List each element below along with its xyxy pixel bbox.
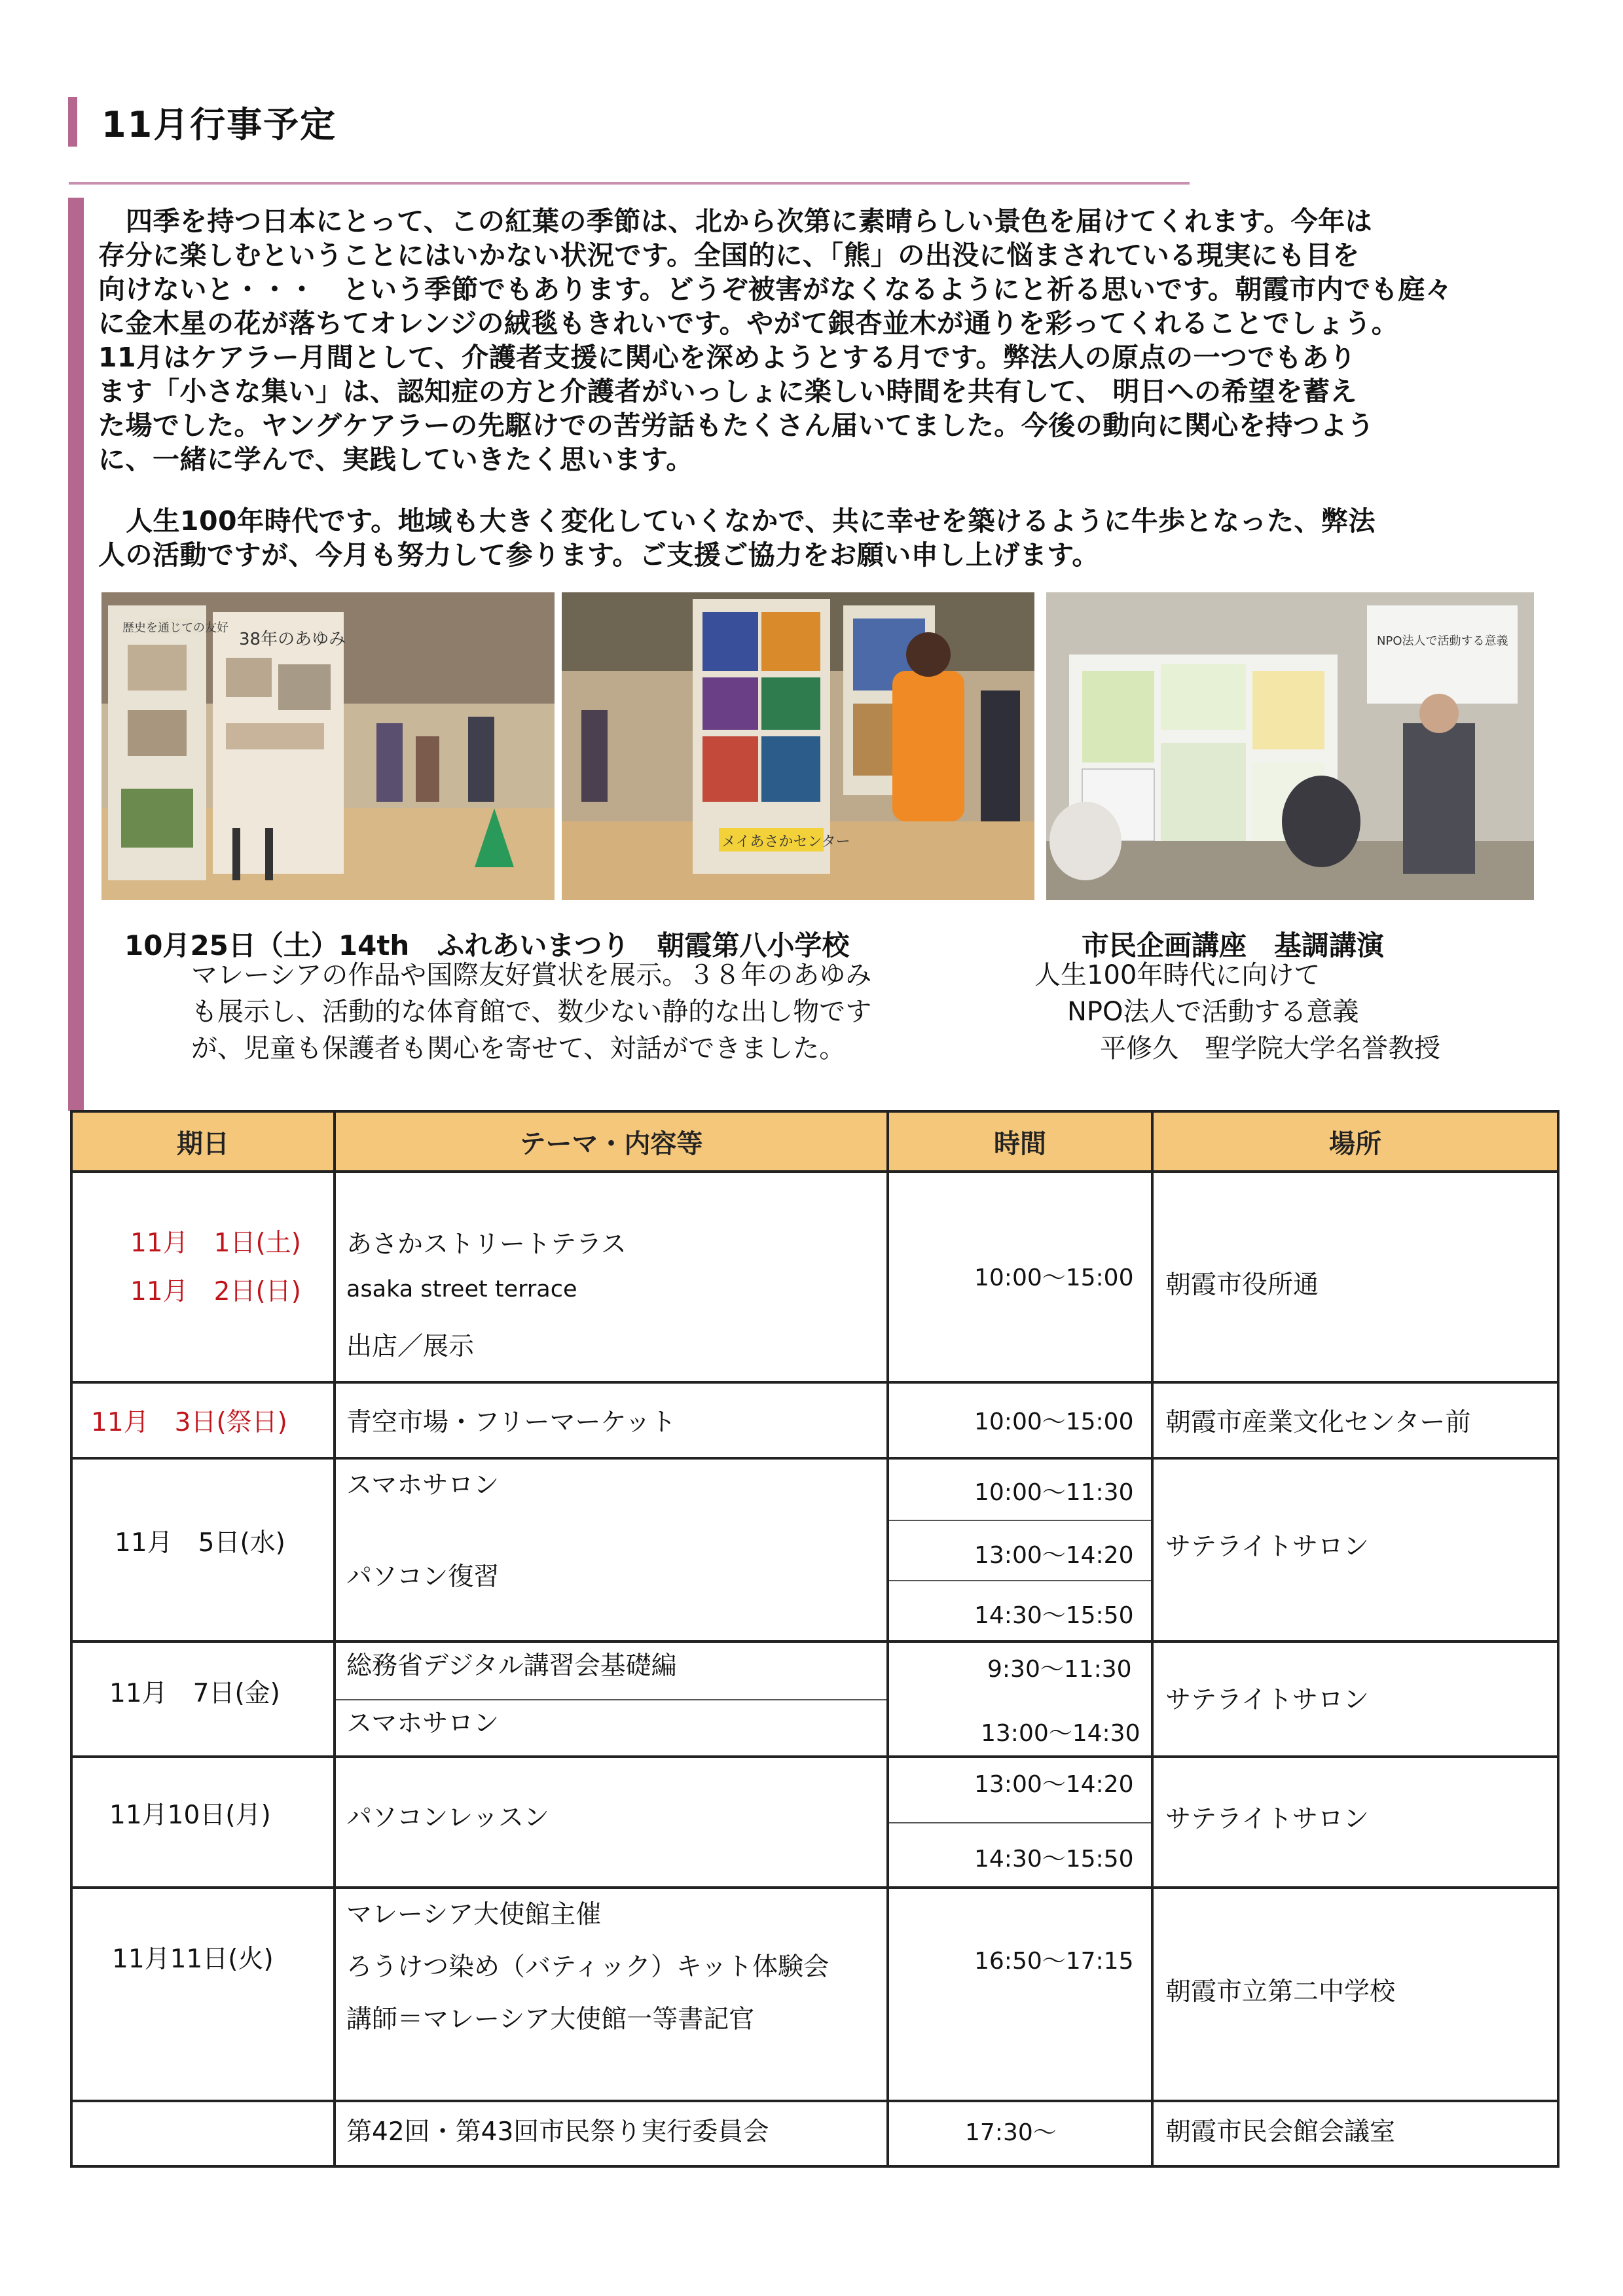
event-theme: asaka street terrace — [346, 1276, 577, 1302]
place-cell — [1152, 2101, 1558, 2166]
event-theme: 出店／展示 — [346, 1332, 475, 1361]
event-place: サテライトサロン — [1165, 1804, 1369, 1834]
event-time: 14:30～15:50 — [974, 1602, 1134, 1629]
intro-paragraph-2 — [98, 504, 1376, 572]
left-accent-bar — [68, 198, 84, 1111]
intro-line: 11月はケアラー月間として、介護者支援に関心を深めようとする月です。弊法人の原点の一つでもあり — [98, 342, 1357, 373]
intro-line: 人生100年時代です。地域も大きく変化していくなかで、共に幸せを築けるように牛歩となった、弊法 — [126, 505, 1376, 537]
theme-cell — [335, 2101, 888, 2166]
event-date: 11月11日(火) — [112, 1945, 274, 1974]
date-cell — [71, 1458, 335, 1641]
photo-lecture — [1046, 592, 1534, 900]
caption-line: 平修久 聖学院大学名誉教授 — [1100, 1033, 1440, 1064]
place-cell — [1152, 1888, 1558, 2101]
event-date: 11月 1日(土) — [130, 1229, 301, 1258]
place-cell — [1152, 1172, 1558, 1382]
time-cell — [888, 1382, 1152, 1458]
schedule-table — [70, 1110, 1559, 2168]
event-theme: スマホサロン — [346, 1709, 500, 1738]
intro-line: 存分に楽しむということにはいかない状況です。全国的に、「熊」の出没に悩まされている現実にも目を — [98, 240, 1360, 271]
theme-cell — [335, 1458, 888, 1641]
intro-line: 向けないと・・・ という季節でもあります。どうぞ被害がなくなるようにと祈る思いです。朝霞市内でも庭々 — [98, 274, 1453, 305]
table-row — [71, 1382, 1558, 1458]
date-cell — [71, 1641, 335, 1757]
event-theme: スマホサロン — [346, 1471, 500, 1500]
date-cell — [71, 1757, 335, 1888]
event-theme: マレーシア大使館主催 — [346, 1900, 602, 1929]
event-time: 10:00～15:00 — [974, 1265, 1134, 1291]
date-cell — [71, 1382, 335, 1458]
date-cell — [71, 2101, 335, 2166]
table-row — [71, 1757, 1558, 1888]
event-date: 11月 3日(祭日) — [91, 1408, 287, 1437]
table-row — [71, 1641, 1558, 1757]
caption-line: が、児童も保護者も関心を寄せて、対話ができました。 — [191, 1033, 846, 1064]
photo-slide-text: NPO法人で活動する意義 — [1377, 634, 1508, 648]
event-date: 11月10日(月) — [109, 1801, 271, 1830]
theme-cell — [335, 1382, 888, 1458]
header-date: 期日 — [71, 1111, 335, 1172]
theme-cell — [335, 1641, 888, 1757]
event-date: 11月 7日(金) — [109, 1679, 280, 1708]
event-time: 16:50～17:15 — [974, 1948, 1134, 1975]
event-theme: 青空市場・フリーマーケット — [346, 1408, 676, 1437]
event-place: 朝霞市役所通 — [1165, 1270, 1319, 1300]
caption-line: マレーシアの作品や国際友好賞状を展示。３８年のあゆみ — [191, 960, 872, 990]
header-time: 時間 — [888, 1111, 1152, 1172]
caption-line: 人生100年時代に向けて — [1034, 960, 1321, 990]
place-cell — [1152, 1458, 1558, 1641]
event-time: 17:30～ — [965, 2119, 1057, 2146]
event-time: 13:00～14:30 — [981, 1720, 1140, 1747]
table-row — [71, 2101, 1558, 2166]
photo-sign-text: 歴史を通じての友好 — [122, 621, 228, 635]
theme-cell — [335, 1888, 888, 2101]
theme-cell — [335, 1757, 888, 1888]
caption-line: NPO法人で活動する意義 — [1067, 997, 1359, 1027]
caption-right-body — [1034, 957, 1440, 1067]
header-place: 場所 — [1152, 1111, 1558, 1172]
event-date: 11月 2日(日) — [130, 1277, 301, 1306]
event-time: 13:00～14:20 — [974, 1771, 1134, 1798]
table-row — [71, 1888, 1558, 2101]
date-cell — [71, 1888, 335, 2101]
photo-art-panels — [562, 592, 1034, 900]
event-time: 9:30～11:30 — [987, 1656, 1132, 1683]
intro-line: に、一緒に学んで、実践していきたく思います。 — [98, 444, 693, 475]
event-place: 朝霞市民会館会議室 — [1165, 2117, 1396, 2147]
event-theme: パソコンレッスン — [346, 1803, 549, 1833]
event-place: 朝霞市産業文化センター前 — [1165, 1408, 1471, 1437]
time-cell — [888, 2101, 1152, 2166]
page-title: 11月行事予定 — [101, 104, 337, 145]
caption-left-body — [191, 957, 871, 1067]
place-cell — [1152, 1382, 1558, 1458]
photo-sign-text: メイあさかセンター — [721, 834, 850, 850]
event-theme: 講師＝マレーシア大使館一等書記官 — [346, 2005, 755, 2034]
intro-line: ます「小さな集い」は、認知症の方と介護者がいっしょに楽しい時間を共有して、 明日への希望を蓄え — [98, 376, 1357, 407]
event-time: 10:00～15:00 — [974, 1408, 1134, 1435]
photo-sign-text: 38年のあゆみ — [239, 630, 346, 649]
event-time: 14:30～15:50 — [974, 1846, 1134, 1873]
time-cell — [888, 1172, 1152, 1382]
event-theme: 第42回・第43回市民祭り実行委員会 — [346, 2117, 769, 2147]
place-cell — [1152, 1757, 1558, 1888]
intro-line: 人の活動ですが、今月も努力して参ります。ご支援ご協力をお願い申し上げます。 — [98, 539, 1099, 571]
intro-paragraph-1 — [98, 204, 1452, 476]
caption-right-heading: 市民企画講座 基調講演 — [1082, 929, 1385, 961]
time-cell — [888, 1458, 1152, 1641]
table-header-row — [71, 1111, 1558, 1172]
event-theme: あさかストリートテラス — [346, 1230, 627, 1259]
caption-left-heading: 10月25日（土）14th ふれあいまつり 朝霞第八小学校 — [124, 929, 850, 961]
event-time: 13:00～14:20 — [974, 1542, 1134, 1569]
event-theme: ろうけつ染め（バティック）キット体験会 — [346, 1952, 830, 1982]
place-cell — [1152, 1641, 1558, 1757]
event-place: 朝霞市立第二中学校 — [1165, 1977, 1396, 2007]
title-accent-bar — [68, 97, 77, 147]
time-cell — [888, 1641, 1152, 1757]
intro-line: 四季を持つ日本にとって、この紅葉の季節は、北から次第に素晴らしい景色を届けてくれます。今年は — [126, 206, 1373, 237]
photo-festival-exhibit — [101, 592, 555, 900]
event-place: サテライトサロン — [1165, 1685, 1369, 1715]
intro-line: た場でした。ヤングケアラーの先駆けでの苦労話もたくさん届いてました。今後の動向に関心を持つよう — [98, 410, 1375, 441]
event-time: 10:00～11:30 — [974, 1479, 1134, 1506]
title-divider — [69, 182, 1190, 185]
table-row — [71, 1458, 1558, 1641]
time-cell — [888, 1757, 1152, 1888]
intro-line: に金木星の花が落ちてオレンジの絨毯もきれいです。やがて銀杏並木が通りを彩ってくれることでしょう。 — [98, 308, 1399, 339]
event-theme: パソコン復習 — [346, 1562, 500, 1592]
date-cell — [71, 1172, 335, 1382]
event-theme: 総務省デジタル講習会基礎編 — [346, 1651, 677, 1681]
table-row — [71, 1172, 1558, 1382]
header-theme: テーマ・内容等 — [335, 1111, 888, 1172]
caption-line: も展示し、活動的な体育館で、数少ない静的な出し物です — [191, 997, 872, 1027]
time-cell — [888, 1888, 1152, 2101]
theme-cell — [335, 1172, 888, 1382]
event-place: サテライトサロン — [1165, 1532, 1369, 1562]
event-date: 11月 5日(水) — [115, 1528, 285, 1558]
